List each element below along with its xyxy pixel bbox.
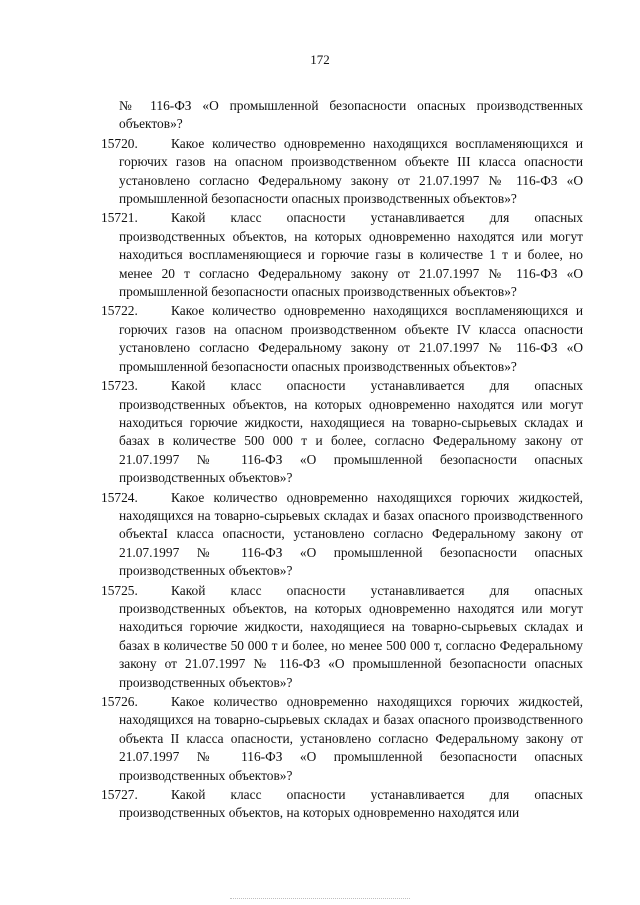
question-item <box>101 693 583 785</box>
continuation-text: № 116-ФЗ «О промышленной безопасности опасных производственных объектов»? <box>119 98 583 132</box>
question-number: 15726. <box>101 694 138 709</box>
questions-container <box>101 135 583 823</box>
question-text: Какое количество одновременно находящихся горючих жидкостей, находящихся на товарно-сырьевых складах и базах опасного производственного объектаI класса опасности, установлено согласно Федеральному закону от 21.07.1997 № 116-ФЗ «О промышленной безопасности опасных производственных объектов»? <box>119 489 583 579</box>
question-item <box>101 377 583 487</box>
question-text: Какой класс опасности устанавливается для опасных производственных объектов, на которых одновременно находятся или могут находиться горючие жидкости, находящиеся на товарно-сырьевых складах и базах в количестве 50 000 т и более, но менее 500 000 т, согласно Федеральному закону от 21.07.1997 № 116-ФЗ «О промышленной безопасности опасных производственных объектов»? <box>119 582 583 690</box>
question-text: Какое количество одновременно находящихся горючих жидкостей, находящихся на товарно-сырьевых складах и базах опасного производственного объекта II класса опасности, установлено согласно Федеральному закону от 21.07.1997 № 116-ФЗ «О промышленной безопасности опасных производственных объектов»? <box>119 694 583 783</box>
question-text: Какое количество одновременно находящихся воспламеняющихся и горючих газов на опасном производственном объекте III класса опасности установлено согласно Федеральному закону от 21.07.1997 № 116-ФЗ «О промышленной безопасности опасных производственных объектов»? <box>119 135 583 207</box>
page-number: 172 <box>310 52 330 67</box>
question-number: 15725. <box>101 582 138 598</box>
question-number: 15721. <box>101 210 138 226</box>
scan-artifact-line <box>230 898 410 899</box>
question-item <box>101 786 583 823</box>
question-item <box>101 582 583 692</box>
question-number: 15722. <box>101 303 138 319</box>
question-item <box>101 135 583 209</box>
question-number: 15727. <box>101 787 138 803</box>
question-text: Какой класс опасности устанавливается для опасных производственных объектов, на которых одновременно находятся или <box>119 787 583 821</box>
question-number: 15724. <box>101 489 138 505</box>
question-number: 15720. <box>101 135 138 151</box>
question-number: 15723. <box>101 378 138 394</box>
question-item <box>101 302 583 376</box>
question-text: Какое количество одновременно находящихся воспламеняющихся и горючих газов на опасном производственном объекте IV класса опасности установлено согласно Федеральному закону от 21.07.1997 № 116-ФЗ «О промышленной безопасности опасных производственных объектов»? <box>119 303 583 374</box>
question-item <box>101 209 583 301</box>
question-item <box>101 489 583 581</box>
question-text: Какой класс опасности устанавливается для опасных производственных объектов, на которых одновременно находятся или могут находиться горючие жидкости, находящиеся на товарно-сырьевых складах и базах в количестве 500 000 т и более, согласно Федеральному закону от 21.07.1997 № 116-ФЗ «О промышленной безопасности опасных производственных объектов»? <box>119 378 583 486</box>
question-list <box>101 97 583 824</box>
question-text: Какой класс опасности устанавливается для опасных производственных объектов, на которых одновременно находятся или могут находиться воспламеняющиеся и горючие газы в количестве 1 т и более, но менее 20 т согласно Федеральному закону от 21.07.1997 № 116-ФЗ «О промышленной безопасности опасных производственных объектов»? <box>119 210 583 300</box>
